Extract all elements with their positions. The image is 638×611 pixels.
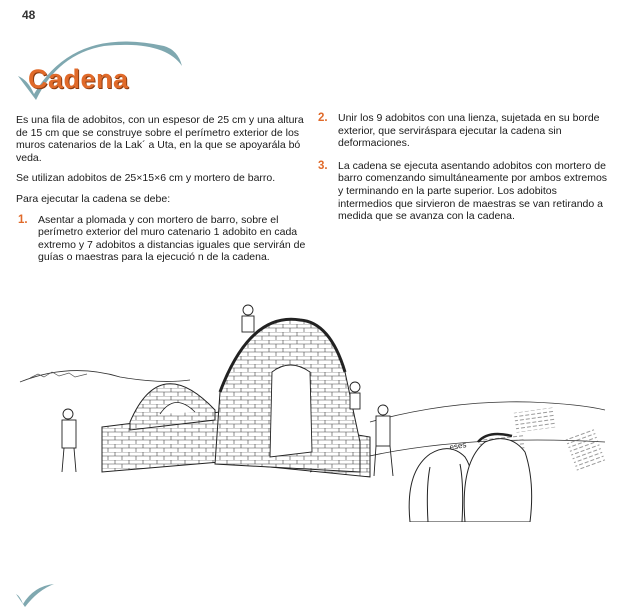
step-3 <box>316 160 608 223</box>
step-number: 2. <box>318 112 328 124</box>
instructions-lead: Para ejecutar la cadena se debe: <box>16 192 171 205</box>
page-title: Cadena <box>28 64 129 94</box>
intro-paragraph: Es una fila de adobitos, con un espesor de 25 cm y una altura de 15 cm que se construye sobre el perímetro exterior de los muros catenarios de la Lak´ a Uta, en la que se apoyarála bó veda. <box>16 114 304 164</box>
adobe-walls <box>102 319 370 477</box>
step-text: La cadena se ejecuta asentando adobitos con mortero de barro comenzando simultáneamente por ambos extremos y terminando en la parte superior. Los adobitos intermedios que sirvieron de maestras se van retirando a medida que se avanza con la cadena. <box>338 159 608 223</box>
step-1 <box>16 214 306 264</box>
step-number: 3. <box>318 159 328 172</box>
step-text: Unir los 9 adobitos con una lienza, sujetada en su borde exterior, que serviráspara ejecutar la cadena sin deformaciones. <box>338 112 600 150</box>
page-number-badge <box>14 582 64 608</box>
construction-illustration <box>10 292 610 522</box>
left-column <box>16 114 306 274</box>
materials-paragraph: Se utilizan adobitos de 25×15×6 cm y mortero de barro. <box>16 172 276 185</box>
right-column <box>316 112 608 233</box>
step-2 <box>316 112 608 150</box>
step-number: 1. <box>18 213 28 226</box>
illustration-sign-label: eses <box>448 440 467 452</box>
step-text: Asentar a plomada y con mortero de barro, sobre el perímetro exterior del muro catenario 1 adobito en cada extremo y 7 adobitos a distancias iguales que servirán de guías o maestras para la ejecució n de la cadena. <box>38 213 306 264</box>
page-number: 48 <box>22 8 36 22</box>
foreground-people <box>409 434 532 522</box>
